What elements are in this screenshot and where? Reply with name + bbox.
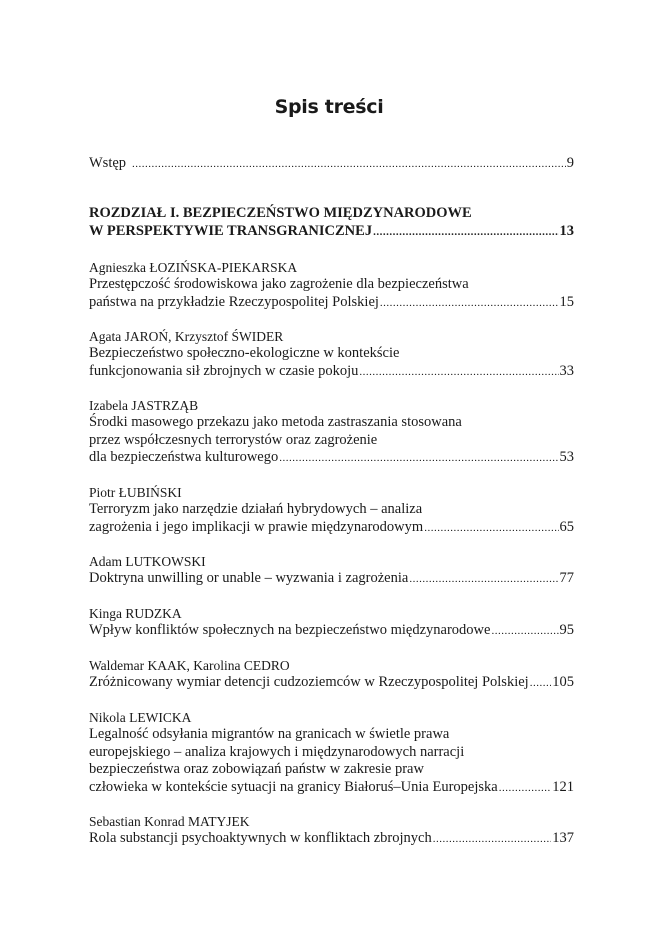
- entry-authors: Adam LUTKOWSKI: [89, 554, 206, 569]
- entry-authors: Kinga RUDZKA: [89, 606, 182, 621]
- entry-authors: Waldemar KAAK, Karolina CEDRO: [89, 658, 290, 673]
- page-number: 33: [559, 362, 574, 379]
- entry-title-line: Terroryzm jako narzędzie działań hybrydowych – analiza: [89, 501, 423, 517]
- entry-authors: Nikola LEWICKA: [89, 710, 192, 725]
- entry-title-line: Doktryna unwilling or unable – wyzwania i zagrożenia: [89, 570, 409, 586]
- page-number: 53: [559, 449, 574, 465]
- entry-authors: Izabela JASTRZĄB: [89, 398, 199, 413]
- entry-authors: Piotr ŁUBIŃSKI: [89, 485, 182, 500]
- entry-title-line: Bezpieczeństwo społeczno-ekologiczne w kontekście: [89, 345, 400, 361]
- entry-title-line: przez współczesnych terrorystów oraz zagrożenie: [89, 431, 378, 448]
- toc-chapter-heading[interactable]: [89, 205, 574, 241]
- page-number: 15: [559, 293, 574, 310]
- entry-title-line: Rola substancji psychoaktywnych w konfliktach zbrojnych: [89, 830, 432, 846]
- toc-entry[interactable]: [89, 553, 574, 589]
- entry-title-line: Zróżnicowany wymiar detencji cudzoziemców w Rzeczypospolitej Polskiej: [89, 674, 529, 690]
- entry-title-line: funkcjonowania sił zbrojnych w czasie pokoju: [89, 362, 359, 379]
- page-number: 77: [559, 570, 574, 586]
- toc-entry[interactable]: [89, 397, 574, 468]
- page-number: 13: [559, 222, 574, 239]
- entry-title-line: europejskiego – analiza krajowych i międzynarodowych narracji: [89, 743, 465, 760]
- page-number: 137: [552, 830, 574, 846]
- entry-authors: Agata JAROŃ, Krzysztof ŚWIDER: [89, 329, 284, 344]
- entry-authors: Sebastian Konrad MATYJEK: [89, 814, 250, 829]
- toc-entry[interactable]: [89, 259, 574, 312]
- page-number: 9: [566, 155, 574, 171]
- entry-title-line: zagrożenia i jego implikacji w prawie międzynarodowym: [89, 518, 424, 535]
- toc-entry[interactable]: [89, 657, 574, 693]
- dot-leader: [373, 224, 558, 242]
- dot-leader: [409, 571, 558, 589]
- page-number: 105: [552, 674, 574, 690]
- toc-entry[interactable]: [89, 328, 574, 381]
- chapter-title-line: W PERSPEKTYWIE TRANSGRANICZNEJ: [89, 222, 373, 239]
- entry-title-line: Środki masowego przekazu jako metoda zastraszania stosowana: [89, 414, 462, 430]
- entry-title-line: człowieka w kontekście sytuacji na granicy Białoruś–Unia Europejska: [89, 778, 498, 795]
- entry-title-line: Wpływ konfliktów społecznych na bezpieczeństwo międzynarodowe: [89, 622, 491, 638]
- dot-leader: [279, 450, 558, 468]
- page-number: 65: [559, 518, 574, 535]
- chapter-title-line: ROZDZIAŁ I. BEZPIECZEŃSTWO MIĘDZYNARODOWE: [89, 205, 472, 221]
- entry-authors: Agnieszka ŁOZIŃSKA-PIEKARSKA: [89, 260, 298, 275]
- toc-entry[interactable]: [89, 709, 574, 797]
- entry-title-line: Legalność odsyłania migrantów na granicach w świetle prawa: [89, 726, 450, 742]
- dot-leader: [424, 520, 558, 538]
- page-title: Spis treści: [274, 96, 384, 118]
- toc-entry-title: Wstęp: [89, 155, 127, 171]
- dot-leader: [433, 831, 552, 849]
- page-number: 95: [559, 622, 574, 638]
- dot-leader: [491, 623, 558, 641]
- dot-leader: [380, 295, 559, 313]
- dot-leader: [499, 780, 552, 798]
- toc-entry-intro[interactable]: [89, 155, 574, 174]
- toc-entry[interactable]: [89, 484, 574, 537]
- dot-leader: [530, 675, 552, 693]
- entry-title-line: dla bezpieczeństwa kulturowego: [89, 449, 279, 465]
- entry-title-line: państwa na przykładzie Rzeczypospolitej Polskiej: [89, 293, 379, 310]
- entry-title-line: bezpieczeństwa oraz zobowiązań państw w zakresie praw: [89, 761, 424, 777]
- toc-entry[interactable]: [89, 605, 574, 641]
- dot-leader: [359, 364, 558, 382]
- toc-entry[interactable]: [89, 813, 574, 849]
- entry-title-line: Przestępczość środowiskowa jako zagrożenie dla bezpieczeństwa: [89, 276, 469, 292]
- page-number: 121: [552, 778, 574, 795]
- dot-leader: [132, 156, 566, 174]
